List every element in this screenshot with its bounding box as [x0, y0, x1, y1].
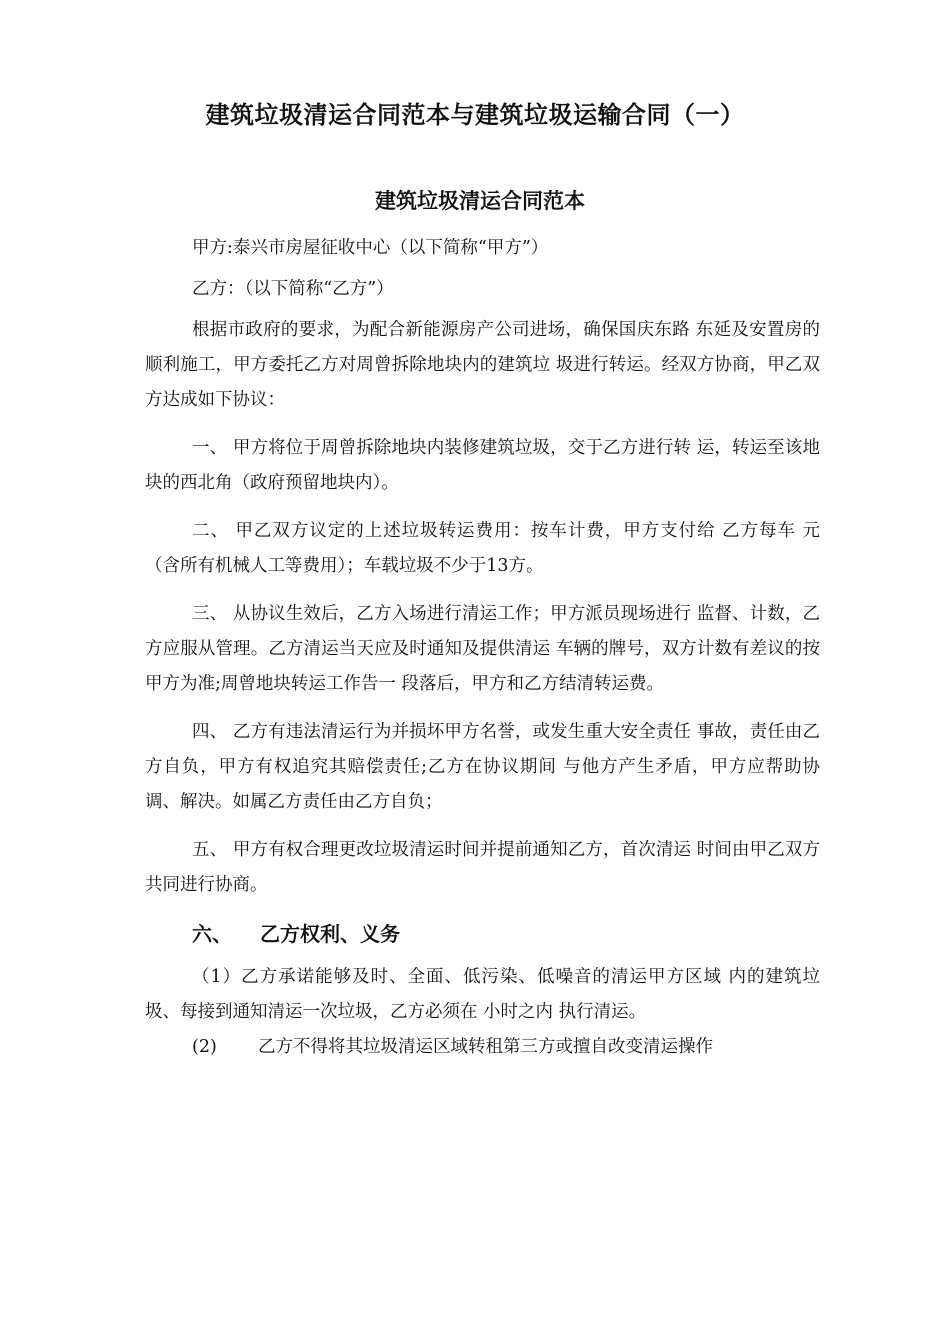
contract-title: 建筑垃圾清运合同范本	[375, 188, 585, 213]
party-a-line: 甲方:泰兴市房屋征收中心（以下简称“甲方”）	[192, 238, 549, 258]
clause-1: 一、 甲方将位于周曾拆除地块内装修建筑垃圾，交于乙方进行转 运，转运至该地块的西北角（政府预留地块内）。	[145, 438, 820, 493]
contract-body	[145, 231, 820, 1065]
item-2-text: 乙方不得将其垃圾清运区域转租第三方或擅自改变清运操作	[258, 1037, 713, 1057]
obligation-item-2	[145, 1030, 820, 1065]
item-2-number: (2)	[192, 1037, 217, 1057]
preamble-paragraph: 根据市政府的要求，为配合新能源房产公司进场，确保国庆东路 东延及安置房的顺利施工，甲方委托乙方对周曾拆除地块内的建筑垃 圾进行转运。经双方协商，甲乙双方达成如下协议：	[145, 320, 820, 410]
section-6-number: 六、	[192, 922, 232, 946]
clause-3: 三、 从协议生效后，乙方入场进行清运工作；甲方派员现场进行 监督、计数，乙方应服从管理。乙方清运当天应及时通知及提供清运 车辆的牌号，双方计数有差议的按甲方为准;周曾地块转运工作告一 段落后，甲方和乙方结清转运费。	[145, 604, 820, 694]
clause-4: 四、 乙方有违法清运行为并损坏甲方名誉，或发生重大安全责任 事故，责任由乙方自负，甲方有权追究其赔偿责任;乙方在协议期间 与他方产生矛盾，甲方应帮助协调、解决。如属乙方责任由乙方自负；	[145, 722, 820, 812]
document-main-title: 建筑垃圾清运合同范本与建筑垃圾运输合同（一）	[205, 100, 745, 129]
section-6-title: 乙方权利、义务	[260, 922, 400, 946]
clause-2: 二、 甲乙双方议定的上述垃圾转运费用：按车计费，甲方支付给 乙方每车 元（含所有机械人工等费用）；车载垃圾不少于13方。	[145, 521, 820, 576]
obligation-item-1: （1）乙方承诺能够及时、全面、低污染、低噪音的清运甲方区域 内的建筑垃圾、每接到通知清运一次垃圾，乙方必须在 小时之内 执行清运。	[145, 967, 820, 1022]
clause-5: 五、 甲方有权合理更改垃圾清运时间并提前通知乙方，首次清运 时间由甲乙双方共同进行协商。	[145, 840, 820, 895]
party-b-line: 乙方：（以下简称“乙方”）	[192, 279, 394, 299]
section-6-heading	[145, 914, 820, 954]
